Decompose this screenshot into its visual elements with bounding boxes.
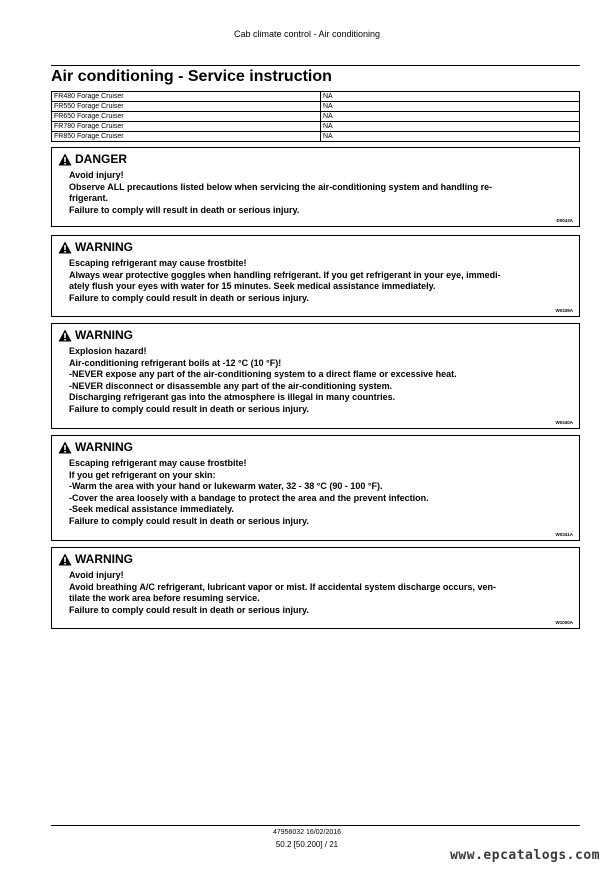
notice-type: WARNING	[75, 440, 133, 454]
notice-line: -Cover the area loosely with a bandage to protect the area and the prevent infection.	[69, 492, 429, 503]
page-title: Air conditioning - Service instruction	[51, 68, 332, 85]
notice-line: Explosion hazard!	[69, 346, 147, 356]
notice-code: W0341A	[555, 532, 573, 537]
notice-line: ately flush your eyes with water for 15 minutes. Seek medical assistance immediately.	[69, 281, 436, 291]
notice-type: WARNING	[75, 328, 133, 342]
notice-body	[69, 170, 565, 216]
notice-type: DANGER	[75, 152, 128, 166]
model-cell: FR480 Forage Cruiser	[52, 92, 321, 102]
notice-type: WARNING	[75, 552, 133, 566]
table-row	[52, 112, 580, 122]
notice-line: Always wear protective goggles when handling refrigerant. If you get refrigerant in your eye, immedi-	[69, 269, 501, 280]
notice-line: Observe ALL precautions listed below when servicing the air-conditioning system and handling re-	[69, 181, 493, 192]
notice-heading	[58, 552, 133, 566]
danger-notice	[51, 147, 580, 227]
warning-triangle-icon	[58, 329, 72, 342]
notice-line: tilate the work area before resuming service.	[69, 593, 260, 603]
model-applicability-table	[51, 91, 580, 142]
notice-body	[69, 570, 565, 616]
model-cell: FR850 Forage Cruiser	[52, 132, 321, 142]
notice-line: Avoid injury!	[69, 170, 124, 180]
model-cell: FR650 Forage Cruiser	[52, 112, 321, 122]
table-row	[52, 92, 580, 102]
table-row	[52, 102, 580, 112]
model-cell: FR550 Forage Cruiser	[52, 102, 321, 112]
notice-code: D0043A	[556, 218, 573, 223]
notice-code: W0339A	[555, 308, 573, 313]
notice-line: Escaping refrigerant may cause frostbite!	[69, 458, 247, 468]
notice-heading	[58, 328, 133, 342]
notice-line: Avoid breathing A/C refrigerant, lubricant vapor or mist. If accidental system discharge occurs, ven-	[69, 581, 496, 592]
notice-line: Avoid injury!	[69, 570, 124, 580]
top-divider	[51, 65, 580, 66]
footer-page-ref: 50.2 [50.200] / 21	[275, 840, 339, 849]
value-cell: NA	[321, 92, 580, 102]
notice-line: Discharging refrigerant gas into the atmosphere is illegal in many countries.	[69, 392, 396, 402]
table-row	[52, 132, 580, 142]
notice-heading	[58, 440, 133, 454]
notice-line: -Warm the area with your hand or lukewarm water, 32 - 38 °C (90 - 100 °F).	[69, 481, 383, 491]
value-cell: NA	[321, 132, 580, 142]
warning-notice	[51, 547, 580, 629]
notice-line: Failure to comply will result in death or serious injury.	[69, 204, 300, 215]
value-cell: NA	[321, 122, 580, 132]
table-row	[52, 122, 580, 132]
notice-line: If you get refrigerant on your skin:	[69, 469, 216, 480]
notice-line: -NEVER disconnect or disassemble any part of the air-conditioning system.	[69, 380, 393, 391]
notice-code: W0340A	[555, 420, 573, 425]
warning-notice	[51, 323, 580, 429]
notice-line: Failure to comply could result in death or serious injury.	[69, 515, 309, 526]
notice-heading	[58, 152, 127, 166]
watermark-text: www.epcatalogs.com	[450, 848, 600, 863]
notice-code: W1000A	[555, 620, 573, 625]
notice-line: -NEVER expose any part of the air-conditioning system to a direct flame or excessive heat.	[69, 369, 457, 379]
warning-triangle-icon	[58, 441, 72, 454]
notice-body	[69, 346, 565, 415]
warning-triangle-icon	[58, 241, 72, 254]
notice-line: Failure to comply could result in death or serious injury.	[69, 292, 309, 303]
notice-line: Failure to comply could result in death or serious injury.	[69, 403, 309, 414]
footer-doc-number: 47956032 16/02/2016	[272, 829, 342, 836]
notice-line: -Seek medical assistance immediately.	[69, 504, 234, 514]
notice-type: WARNING	[75, 240, 133, 254]
notice-line: Air-conditioning refrigerant boils at -12 °C (10 °F)!	[69, 357, 282, 368]
model-cell: FR780 Forage Cruiser	[52, 122, 321, 132]
notice-line: Failure to comply could result in death or serious injury.	[69, 604, 309, 615]
value-cell: NA	[321, 102, 580, 112]
notice-body	[69, 458, 565, 527]
notice-line: Escaping refrigerant may cause frostbite!	[69, 258, 247, 268]
notice-heading	[58, 240, 133, 254]
notice-line: frigerant.	[69, 193, 109, 203]
section-header: Cab climate control - Air conditioning	[233, 29, 381, 39]
bottom-divider	[51, 825, 580, 826]
warning-notice	[51, 235, 580, 317]
warning-triangle-icon	[58, 153, 72, 166]
value-cell: NA	[321, 112, 580, 122]
notice-body	[69, 258, 565, 304]
warning-triangle-icon	[58, 553, 72, 566]
warning-notice	[51, 435, 580, 541]
